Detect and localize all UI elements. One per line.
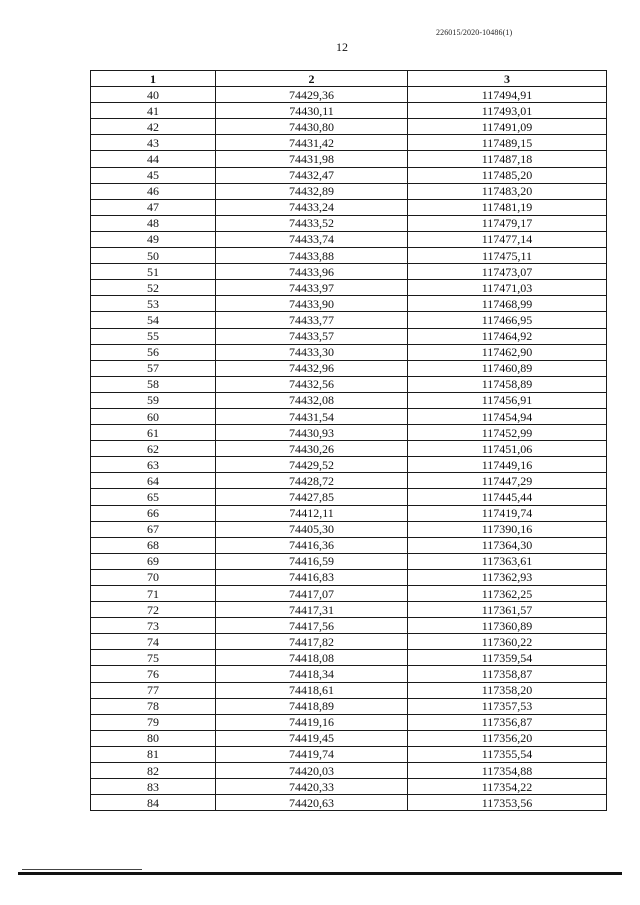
y-coordinate-cell: 117460,89 xyxy=(408,360,607,376)
x-coordinate-cell: 74430,26 xyxy=(216,441,408,457)
table-row xyxy=(91,569,607,585)
x-coordinate-cell: 74431,42 xyxy=(216,135,408,151)
point-number-cell: 45 xyxy=(91,167,216,183)
x-coordinate-cell: 74431,98 xyxy=(216,151,408,167)
y-coordinate-cell: 117466,95 xyxy=(408,312,607,328)
y-coordinate-cell: 117494,91 xyxy=(408,87,607,103)
table-row xyxy=(91,312,607,328)
x-coordinate-cell: 74430,11 xyxy=(216,103,408,119)
x-coordinate-cell: 74433,24 xyxy=(216,199,408,215)
point-number-cell: 73 xyxy=(91,618,216,634)
x-coordinate-cell: 74433,96 xyxy=(216,264,408,280)
point-number-cell: 62 xyxy=(91,441,216,457)
table-row xyxy=(91,505,607,521)
y-coordinate-cell: 117485,20 xyxy=(408,167,607,183)
y-coordinate-cell: 117454,94 xyxy=(408,408,607,424)
point-number-cell: 56 xyxy=(91,344,216,360)
point-number-cell: 67 xyxy=(91,521,216,537)
y-coordinate-cell: 117390,16 xyxy=(408,521,607,537)
table-row xyxy=(91,344,607,360)
table-row xyxy=(91,730,607,746)
point-number-cell: 49 xyxy=(91,231,216,247)
table-row xyxy=(91,119,607,135)
table-row xyxy=(91,602,607,618)
x-coordinate-cell: 74430,80 xyxy=(216,119,408,135)
point-number-cell: 60 xyxy=(91,408,216,424)
footer-rule-thin xyxy=(22,869,142,870)
point-number-cell: 52 xyxy=(91,280,216,296)
point-number-cell: 75 xyxy=(91,650,216,666)
point-number-cell: 77 xyxy=(91,682,216,698)
y-coordinate-cell: 117356,20 xyxy=(408,730,607,746)
y-coordinate-cell: 117354,22 xyxy=(408,779,607,795)
x-coordinate-cell: 74432,89 xyxy=(216,183,408,199)
point-number-cell: 46 xyxy=(91,183,216,199)
x-coordinate-cell: 74432,96 xyxy=(216,360,408,376)
point-number-cell: 40 xyxy=(91,87,216,103)
point-number-cell: 41 xyxy=(91,103,216,119)
table-row xyxy=(91,167,607,183)
table-row xyxy=(91,328,607,344)
y-coordinate-cell: 117464,92 xyxy=(408,328,607,344)
y-coordinate-cell: 117449,16 xyxy=(408,457,607,473)
x-coordinate-cell: 74418,61 xyxy=(216,682,408,698)
page-number: 12 xyxy=(336,40,348,54)
x-coordinate-cell: 74418,34 xyxy=(216,666,408,682)
x-coordinate-cell: 74417,31 xyxy=(216,602,408,618)
table-row xyxy=(91,537,607,553)
x-coordinate-cell: 74432,08 xyxy=(216,392,408,408)
x-coordinate-cell: 74428,72 xyxy=(216,473,408,489)
table-row xyxy=(91,618,607,634)
point-number-cell: 55 xyxy=(91,328,216,344)
y-coordinate-cell: 117487,18 xyxy=(408,151,607,167)
y-coordinate-cell: 117355,54 xyxy=(408,746,607,762)
table-row xyxy=(91,135,607,151)
x-coordinate-cell: 74433,90 xyxy=(216,296,408,312)
point-number-cell: 42 xyxy=(91,119,216,135)
y-coordinate-cell: 117462,90 xyxy=(408,344,607,360)
y-coordinate-cell: 117361,57 xyxy=(408,602,607,618)
point-number-cell: 65 xyxy=(91,489,216,505)
point-number-cell: 84 xyxy=(91,795,216,811)
point-number-cell: 71 xyxy=(91,586,216,602)
point-number-cell: 68 xyxy=(91,537,216,553)
y-coordinate-cell: 117481,19 xyxy=(408,199,607,215)
x-coordinate-cell: 74416,36 xyxy=(216,537,408,553)
point-number-cell: 79 xyxy=(91,714,216,730)
y-coordinate-cell: 117451,06 xyxy=(408,441,607,457)
point-number-cell: 70 xyxy=(91,569,216,585)
x-coordinate-cell: 74433,88 xyxy=(216,248,408,264)
y-coordinate-cell: 117357,53 xyxy=(408,698,607,714)
y-coordinate-cell: 117475,11 xyxy=(408,248,607,264)
point-number-cell: 43 xyxy=(91,135,216,151)
coordinates-table xyxy=(90,70,607,811)
table-row xyxy=(91,795,607,811)
x-coordinate-cell: 74433,74 xyxy=(216,231,408,247)
y-coordinate-cell: 117360,22 xyxy=(408,634,607,650)
y-coordinate-cell: 117456,91 xyxy=(408,392,607,408)
y-coordinate-cell: 117359,54 xyxy=(408,650,607,666)
table-row xyxy=(91,376,607,392)
table-row xyxy=(91,280,607,296)
y-coordinate-cell: 117479,17 xyxy=(408,215,607,231)
x-coordinate-cell: 74433,97 xyxy=(216,280,408,296)
y-coordinate-cell: 117477,14 xyxy=(408,231,607,247)
x-coordinate-cell: 74419,45 xyxy=(216,730,408,746)
x-coordinate-cell: 74419,74 xyxy=(216,746,408,762)
x-coordinate-cell: 74420,33 xyxy=(216,779,408,795)
point-number-cell: 80 xyxy=(91,730,216,746)
table-row xyxy=(91,264,607,280)
table-row xyxy=(91,457,607,473)
table-row xyxy=(91,698,607,714)
x-coordinate-cell: 74417,82 xyxy=(216,634,408,650)
x-coordinate-cell: 74433,30 xyxy=(216,344,408,360)
x-coordinate-cell: 74405,30 xyxy=(216,521,408,537)
y-coordinate-cell: 117363,61 xyxy=(408,553,607,569)
point-number-cell: 44 xyxy=(91,151,216,167)
table-row xyxy=(91,553,607,569)
x-coordinate-cell: 74417,56 xyxy=(216,618,408,634)
y-coordinate-cell: 117452,99 xyxy=(408,425,607,441)
table-row xyxy=(91,360,607,376)
x-coordinate-cell: 74419,16 xyxy=(216,714,408,730)
x-coordinate-cell: 74416,59 xyxy=(216,553,408,569)
table-row xyxy=(91,634,607,650)
point-number-cell: 48 xyxy=(91,215,216,231)
table-row xyxy=(91,183,607,199)
y-coordinate-cell: 117447,29 xyxy=(408,473,607,489)
x-coordinate-cell: 74420,63 xyxy=(216,795,408,811)
x-coordinate-cell: 74432,56 xyxy=(216,376,408,392)
x-coordinate-cell: 74418,08 xyxy=(216,650,408,666)
point-number-cell: 81 xyxy=(91,746,216,762)
table-row xyxy=(91,441,607,457)
x-coordinate-cell: 74429,36 xyxy=(216,87,408,103)
table-row xyxy=(91,103,607,119)
point-number-cell: 82 xyxy=(91,763,216,779)
table-row xyxy=(91,586,607,602)
point-number-cell: 57 xyxy=(91,360,216,376)
y-coordinate-cell: 117491,09 xyxy=(408,119,607,135)
table-row xyxy=(91,151,607,167)
x-coordinate-cell: 74431,54 xyxy=(216,408,408,424)
x-coordinate-cell: 74417,07 xyxy=(216,586,408,602)
point-number-cell: 76 xyxy=(91,666,216,682)
table-row xyxy=(91,473,607,489)
y-coordinate-cell: 117360,89 xyxy=(408,618,607,634)
x-coordinate-cell: 74433,57 xyxy=(216,328,408,344)
table-row xyxy=(91,87,607,103)
point-number-cell: 58 xyxy=(91,376,216,392)
table-row xyxy=(91,521,607,537)
x-coordinate-cell: 74429,52 xyxy=(216,457,408,473)
y-coordinate-cell: 117489,15 xyxy=(408,135,607,151)
y-coordinate-cell: 117358,87 xyxy=(408,666,607,682)
table-row xyxy=(91,779,607,795)
x-coordinate-cell: 74416,83 xyxy=(216,569,408,585)
point-number-cell: 53 xyxy=(91,296,216,312)
table-row xyxy=(91,231,607,247)
document-id: 226015/2020-10486(1) xyxy=(436,28,513,37)
table-row xyxy=(91,215,607,231)
table-header-row xyxy=(91,71,607,87)
y-coordinate-cell: 117358,20 xyxy=(408,682,607,698)
table-row xyxy=(91,408,607,424)
y-coordinate-cell: 117356,87 xyxy=(408,714,607,730)
point-number-cell: 66 xyxy=(91,505,216,521)
y-coordinate-cell: 117419,74 xyxy=(408,505,607,521)
y-coordinate-cell: 117483,20 xyxy=(408,183,607,199)
x-coordinate-cell: 74432,47 xyxy=(216,167,408,183)
x-coordinate-cell: 74430,93 xyxy=(216,425,408,441)
y-coordinate-cell: 117353,56 xyxy=(408,795,607,811)
x-coordinate-cell: 74433,77 xyxy=(216,312,408,328)
table-row xyxy=(91,199,607,215)
point-number-cell: 47 xyxy=(91,199,216,215)
point-number-cell: 83 xyxy=(91,779,216,795)
y-coordinate-cell: 117468,99 xyxy=(408,296,607,312)
y-coordinate-cell: 117471,03 xyxy=(408,280,607,296)
point-number-cell: 63 xyxy=(91,457,216,473)
x-coordinate-cell: 74412,11 xyxy=(216,505,408,521)
table-row xyxy=(91,714,607,730)
column-header-x: 2 xyxy=(216,71,408,87)
y-coordinate-cell: 117445,44 xyxy=(408,489,607,505)
table-row xyxy=(91,425,607,441)
point-number-cell: 61 xyxy=(91,425,216,441)
y-coordinate-cell: 117362,25 xyxy=(408,586,607,602)
point-number-cell: 54 xyxy=(91,312,216,328)
table-row xyxy=(91,682,607,698)
x-coordinate-cell: 74418,89 xyxy=(216,698,408,714)
table-row xyxy=(91,296,607,312)
point-number-cell: 69 xyxy=(91,553,216,569)
point-number-cell: 72 xyxy=(91,602,216,618)
point-number-cell: 51 xyxy=(91,264,216,280)
point-number-cell: 74 xyxy=(91,634,216,650)
point-number-cell: 64 xyxy=(91,473,216,489)
column-header-point: 1 xyxy=(91,71,216,87)
table-body xyxy=(91,87,607,811)
table-row xyxy=(91,763,607,779)
table-row xyxy=(91,666,607,682)
y-coordinate-cell: 117364,30 xyxy=(408,537,607,553)
y-coordinate-cell: 117473,07 xyxy=(408,264,607,280)
x-coordinate-cell: 74427,85 xyxy=(216,489,408,505)
point-number-cell: 78 xyxy=(91,698,216,714)
footer-rule xyxy=(18,872,622,875)
y-coordinate-cell: 117493,01 xyxy=(408,103,607,119)
y-coordinate-cell: 117354,88 xyxy=(408,763,607,779)
table-row xyxy=(91,392,607,408)
y-coordinate-cell: 117458,89 xyxy=(408,376,607,392)
table-row xyxy=(91,746,607,762)
point-number-cell: 50 xyxy=(91,248,216,264)
column-header-y: 3 xyxy=(408,71,607,87)
x-coordinate-cell: 74433,52 xyxy=(216,215,408,231)
table-row xyxy=(91,248,607,264)
x-coordinate-cell: 74420,03 xyxy=(216,763,408,779)
y-coordinate-cell: 117362,93 xyxy=(408,569,607,585)
table-row xyxy=(91,489,607,505)
table-row xyxy=(91,650,607,666)
point-number-cell: 59 xyxy=(91,392,216,408)
